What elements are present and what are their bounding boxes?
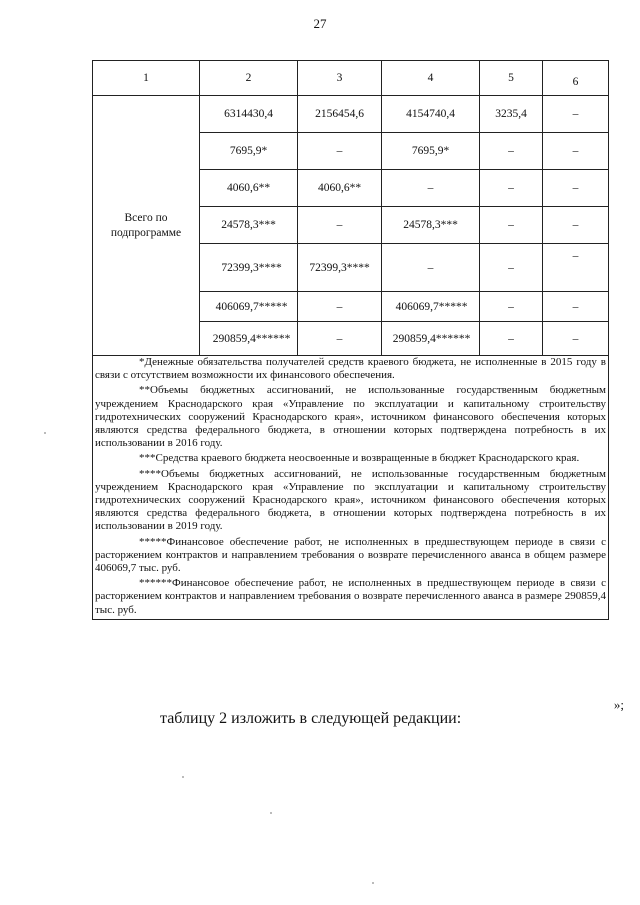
- cell-col5: –: [480, 292, 543, 322]
- closing-quote-mark: »;: [613, 697, 624, 712]
- cell-col4: –: [382, 244, 480, 292]
- cell-col4: 290859,4******: [382, 322, 480, 356]
- footnote-6: ******Финансовое обеспечение работ, не исполненных в предшествующем периоде в связи с расторжением контрактов и направлением требования о возврате перечисленного аванса в размере 290859,4 тыс. руб.: [95, 577, 606, 616]
- cell-col3: 4060,6**: [298, 170, 382, 207]
- cell-col6: –: [543, 292, 609, 322]
- row-label: Всего по подпрограмме: [93, 96, 200, 356]
- table-row: [93, 96, 609, 133]
- footnote-2: **Объемы бюджетных ассигнований, не использованные государственным бюджетным учреждением Краснодарского края «Управление по эксплуатации и капитальному строительству гидротехнических сооружений Краснодарского края», источником финансового обеспечения которых являются средства федерального бюджета, в отношении которых подтверждена потребность в их использовании в 2016 году.: [95, 384, 606, 450]
- cell-col6: –: [543, 96, 609, 133]
- scan-speck: [270, 812, 272, 814]
- page-number: 27: [313, 16, 327, 31]
- cell-col6: –: [543, 207, 609, 244]
- col-header-2: 2: [200, 61, 298, 96]
- cell-col6: –: [543, 244, 609, 292]
- cell-total: 4060,6**: [200, 170, 298, 207]
- cell-col5: –: [480, 322, 543, 356]
- cell-col3: 72399,3****: [298, 244, 382, 292]
- table-header-row: [93, 61, 609, 96]
- scan-speck: [182, 776, 184, 778]
- cell-total: 7695,9*: [200, 133, 298, 170]
- footnote-3: ***Средства краевого бюджета неосвоенные и возвращенные в бюджет Краснодарского края.: [139, 452, 580, 465]
- col-header-5: 5: [480, 61, 543, 96]
- cell-col3: –: [298, 207, 382, 244]
- cell-col3: –: [298, 322, 382, 356]
- cell-total: 406069,7*****: [200, 292, 298, 322]
- cell-col3: –: [298, 133, 382, 170]
- cell-col6: –: [543, 133, 609, 170]
- cell-col4: 24578,3***: [382, 207, 480, 244]
- col-header-3: 3: [298, 61, 382, 96]
- cell-col6: –: [543, 170, 609, 207]
- footnotes-row: [93, 356, 609, 620]
- footnote-4: ****Объемы бюджетных ассигнований, не использованные государственным бюджетным учреждением Краснодарского края «Управление по эксплуатации и капитальному строительству гидротехнических сооружений Краснодарского края», источником финансового обеспечения которых являются средства федерального бюджета, в отношении которых подтверждена потребность в их использовании в 2019 году.: [95, 467, 606, 533]
- cell-total: 6314430,4: [200, 96, 298, 133]
- cell-col3: 2156454,6: [298, 96, 382, 133]
- cell-col5: –: [480, 170, 543, 207]
- cell-col5: –: [480, 133, 543, 170]
- scan-speck: [372, 882, 374, 884]
- cell-col4: 406069,7*****: [382, 292, 480, 322]
- footnotes-cell: [93, 356, 609, 620]
- instruction-text: таблицу 2 изложить в следующей редакции:: [160, 710, 462, 727]
- footnote-5: *****Финансовое обеспечение работ, не исполненных в предшествующем периоде в связи с расторжением контрактов и направлением требования о возврате перечисленного аванса в общем размере 406069,7 тыс. руб.: [95, 535, 606, 575]
- subprogram-total-table-wrap: [92, 60, 608, 620]
- cell-col4: 7695,9*: [382, 133, 480, 170]
- col-header-1: 1: [93, 61, 200, 96]
- subprogram-total-table: [92, 60, 609, 620]
- cell-total: 290859,4******: [200, 322, 298, 356]
- cell-col5: –: [480, 244, 543, 292]
- cell-total: 72399,3****: [200, 244, 298, 292]
- col-header-6: 6: [543, 61, 609, 96]
- cell-col6: –: [543, 322, 609, 356]
- col-header-4: 4: [382, 61, 480, 96]
- cell-col3: –: [298, 292, 382, 322]
- footnote-1: *Денежные обязательства получателей средств краевого бюджета, не исполненные в 2015 году в связи с отсутствием возможности их финансового обеспечения.: [95, 356, 606, 382]
- cell-col4: –: [382, 170, 480, 207]
- scan-speck: [44, 432, 46, 434]
- cell-col5: –: [480, 207, 543, 244]
- cell-total: 24578,3***: [200, 207, 298, 244]
- cell-col4: 4154740,4: [382, 96, 480, 133]
- cell-col5: 3235,4: [480, 96, 543, 133]
